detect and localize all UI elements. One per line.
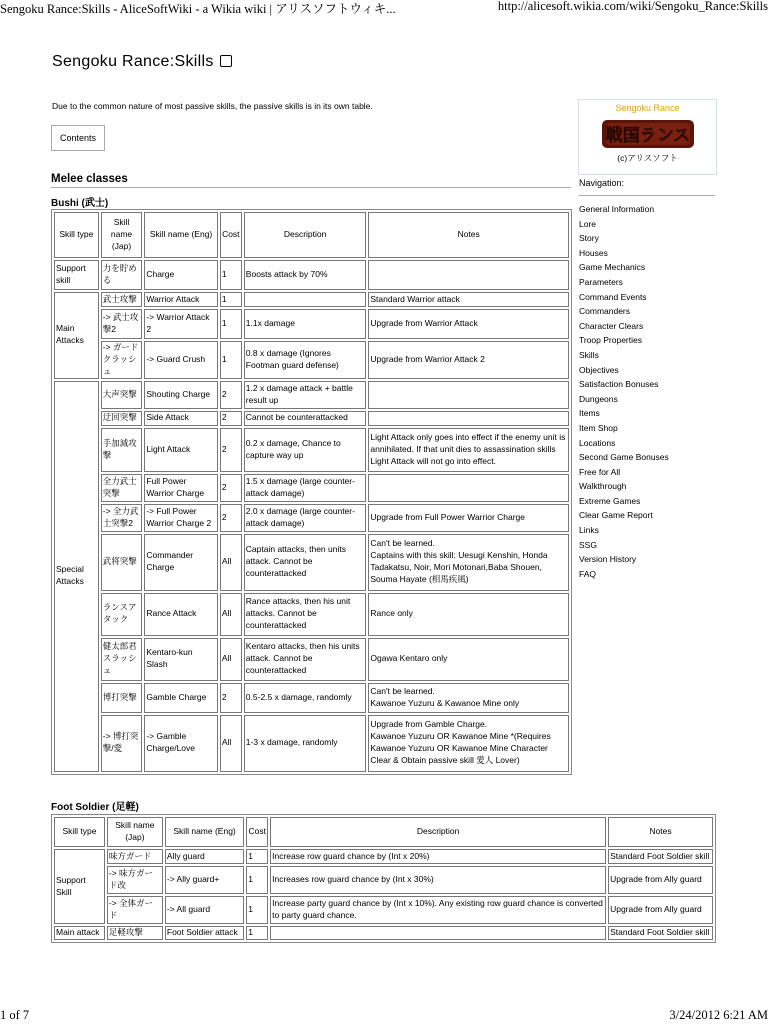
navigation-list [579,202,669,581]
navigation-divider [579,195,715,196]
cost-cell: 2 [220,683,242,713]
description-cell: Captain attacks, then units attack. Cannot be counterattacked [244,534,367,591]
nav-link-command-events[interactable]: Command Events [579,291,647,302]
page-title-text: Sengoku Rance:Skills [52,53,214,70]
notes-cell: Upgrade from Ally guard [608,896,713,924]
nav-link-dungeons[interactable]: Dungeons [579,393,618,404]
header-skill-name-eng: Skill name (Eng) [144,212,217,258]
nav-link-lore[interactable]: Lore [579,218,597,229]
nav-link-walkthrough[interactable]: Walkthrough [579,481,627,492]
header-notes: Notes [368,212,569,258]
skill-eng-cell: Commander Charge [144,534,217,591]
table-row [54,411,569,426]
description-cell: Increases row guard chance by (Int x 30%) [270,866,606,894]
skill-jap-cell: 健太郎君スラッシュ [101,638,143,681]
notes-cell: Upgrade from Ally guard [608,866,713,894]
cost-cell: 2 [220,411,242,426]
header-skill-type: Skill type [54,212,99,258]
cost-cell: All [220,593,242,636]
skill-eng-cell: -> Gamble Charge/Love [144,715,217,772]
notes-cell: Can't be learned. Captains with this skill: Uesugi Kenshin, Honda Tadakatsu, Noir, Mori Motonari,Baba Shouen, Souma Hayate (相馬疾風) [368,534,569,591]
skill-type-cell: Support Skill [54,849,105,924]
nav-link-objectives[interactable]: Objectives [579,364,619,375]
table-row [54,866,713,894]
nav-link-houses[interactable]: Houses [579,247,608,258]
notes-cell [368,260,569,290]
skill-jap-cell: -> 味方ガード改 [107,866,163,894]
skill-eng-cell: -> Warrior Attack 2 [144,309,217,339]
description-cell: 0.2 x damage, Chance to capture way up [244,428,367,472]
cost-cell: 1 [246,926,268,940]
skill-eng-cell: Full Power Warrior Charge [144,474,217,502]
description-cell: Increase party guard chance by (Int x 10%). Any existing row guard chance is converted to party guard chance. [270,896,606,924]
table-row [54,593,569,636]
cost-cell: 1 [220,260,242,290]
cost-cell: 1 [246,866,268,894]
foot-soldier-heading: Foot Soldier (足軽) [51,802,139,813]
bushi-heading: Bushi (武士) [51,198,109,209]
nav-link-second-game-bonuses[interactable]: Second Game Bonuses [579,452,669,463]
table-row [54,381,569,409]
skill-jap-cell: 大声突撃 [101,381,143,409]
nav-link-ssg[interactable]: SSG [579,539,597,550]
nav-link-troop-properties[interactable]: Troop Properties [579,335,642,346]
skill-type-cell: Main attack [54,926,105,940]
skill-eng-cell: Side Attack [144,411,217,426]
skill-jap-cell: -> 全力武士突撃2 [101,504,143,532]
navigation-label: Navigation: [579,178,625,188]
table-row [54,474,569,502]
sengoku-rance-infobox [578,99,717,175]
checkbox-icon[interactable] [220,55,232,67]
notes-cell [368,381,569,409]
skill-eng-cell: Foot Soldier attack [165,926,244,940]
skill-jap-cell: 迂回突撃 [101,411,143,426]
notes-cell: Light Attack only goes into effect if the enemy unit is annihilated. If that unit dies to assassination skills Light Attack will not go into effect. [368,428,569,472]
skill-eng-cell: Rance Attack [144,593,217,636]
print-footer-datetime: 3/24/2012 6:21 AM [669,1008,768,1022]
table-row [54,715,569,772]
skill-eng-cell: Ally guard [165,849,244,864]
notes-cell: Standard Foot Soldier skill [608,849,713,864]
cost-cell: 2 [220,381,242,409]
notes-cell: Rance only [368,593,569,636]
description-cell: 1.2 x damage attack + battle result up [244,381,367,409]
notes-cell [368,474,569,502]
skill-jap-cell: 全力武士突撃 [101,474,143,502]
table-row [54,926,713,940]
skill-jap-cell: -> 博打突撃/愛 [101,715,143,772]
table-row [54,638,569,681]
cost-cell: 1 [220,309,242,339]
skill-jap-cell: 味方ガード [107,849,163,864]
skill-eng-cell: -> Full Power Warrior Charge 2 [144,504,217,532]
cost-cell: 2 [220,428,242,472]
header-notes: Notes [608,817,713,847]
skill-eng-cell: Light Attack [144,428,217,472]
description-cell: Boosts attack by 70% [244,260,367,290]
nav-link-character-clears[interactable]: Character Clears [579,320,644,331]
skill-jap-cell: 手加減攻撃 [101,428,143,472]
cost-cell: 2 [220,504,242,532]
page-title [52,53,232,71]
description-cell: Kentaro attacks, then his units attack. Cannot be counterattacked [244,638,367,681]
table-row [54,341,569,379]
infobox-title[interactable]: Sengoku Rance [615,103,680,113]
nav-link-faq[interactable]: FAQ [579,568,597,579]
skill-type-cell: Main Attacks [54,292,99,379]
nav-link-game-mechanics[interactable]: Game Mechanics [579,262,646,273]
print-footer-page: 1 of 7 [0,1008,30,1022]
skill-jap-cell: 武将突撃 [101,534,143,591]
nav-link-free-for-all[interactable]: Free for All [579,466,621,477]
print-header-url[interactable]: http://alicesoft.wikia.com/wiki/Sengoku_Rance:Skills [497,0,768,13]
nav-link-extreme-games[interactable]: Extreme Games [579,495,641,506]
skill-jap-cell: 力を貯める [101,260,143,290]
table-row [54,309,569,339]
nav-link-skills[interactable]: Skills [579,349,599,360]
notes-cell: Standard Warrior attack [368,292,569,307]
header-description: Description [244,212,367,258]
nav-link-item-shop[interactable]: Item Shop [579,422,618,433]
cost-cell: 1 [220,292,242,307]
skill-jap-cell: -> ガードクラッシュ [101,341,143,379]
nav-link-parameters[interactable]: Parameters [579,276,623,287]
header-cost: Cost [220,212,242,258]
skill-jap-cell: 武士攻撃 [101,292,143,307]
print-header-title: Sengoku Rance:Skills - AliceSoftWiki - a Wikia wiki | アリスソフトウィキ... [0,2,396,16]
description-cell: 2.0 x damage (large counter-attack damage) [244,504,367,532]
skill-type-cell: Special Attacks [54,381,99,772]
nav-link-general-information[interactable]: General Information [579,204,655,214]
skill-eng-cell: -> Ally guard+ [165,866,244,894]
cost-cell: 2 [220,474,242,502]
notes-cell: Standard Foot Soldier skill [608,926,713,940]
description-cell: 0.8 x damage (Ignores Footman guard defense) [244,341,367,379]
bushi-skills-table [51,209,572,775]
melee-classes-heading: Melee classes [51,173,571,188]
nav-link-items[interactable]: Items [579,408,600,419]
table-header-row [54,817,713,847]
notes-cell: Upgrade from Warrior Attack [368,309,569,339]
table-row [54,849,713,864]
header-skill-name-jap: Skill name (Jap) [107,817,163,847]
description-cell [244,292,367,307]
cost-cell: All [220,638,242,681]
skill-eng-cell: -> All guard [165,896,244,924]
cost-cell: All [220,534,242,591]
table-row [54,896,713,924]
skill-jap-cell: ランスアタック [101,593,143,636]
table-row [54,534,569,591]
table-row [54,260,569,290]
skill-jap-cell: 足軽攻撃 [107,926,163,940]
intro-text: Due to the common nature of most passive skills, the passive skills is in its own table. [52,101,373,111]
cost-cell: 1 [246,896,268,924]
contents-toggle-button[interactable]: Contents [51,125,105,151]
skill-eng-cell: -> Guard Crush [144,341,217,379]
sengoku-rance-logo [600,117,696,151]
skill-eng-cell: Gamble Charge [144,683,217,713]
nav-link-satisfaction-bonuses[interactable]: Satisfaction Bonuses [579,379,659,390]
table-row [54,683,569,713]
table-row [54,504,569,532]
nav-link-version-history[interactable]: Version History [579,554,637,565]
skill-type-cell: Support skill [54,260,99,290]
skill-eng-cell: Kentaro-kun Slash [144,638,217,681]
table-header-row [54,212,569,258]
description-cell: Rance attacks, then his unit attacks. Cannot be counterattacked [244,593,367,636]
description-cell [270,926,606,940]
description-cell: 1.1x damage [244,309,367,339]
logo-text: 戦国ランス [605,126,690,146]
description-cell: 1.5 x damage (large counter-attack damage) [244,474,367,502]
cost-cell: 1 [220,341,242,379]
nav-link-story[interactable]: Story [579,233,599,244]
notes-cell: Upgrade from Full Power Warrior Charge [368,504,569,532]
table-row [54,428,569,472]
header-cost: Cost [246,817,268,847]
description-cell: Increase row guard chance by (Int x 20%) [270,849,606,864]
infobox-copyright: (c)アリスソフト [617,153,678,163]
skill-eng-cell: Warrior Attack [144,292,217,307]
header-skill-type: Skill type [54,817,105,847]
skill-eng-cell: Shouting Charge [144,381,217,409]
table-row [54,292,569,307]
cost-cell: All [220,715,242,772]
foot-soldier-skills-table [51,814,716,943]
notes-cell: Can't be learned. Kawanoe Yuzuru & Kawanoe Mine only [368,683,569,713]
notes-cell [368,411,569,426]
notes-cell: Ogawa Kentaro only [368,638,569,681]
skill-jap-cell: -> 武士攻撃2 [101,309,143,339]
header-skill-name-jap: Skill name (Jap) [101,212,143,258]
skill-jap-cell: -> 全体ガード [107,896,163,924]
notes-cell: Upgrade from Warrior Attack 2 [368,341,569,379]
nav-link-clear-game-report[interactable]: Clear Game Report [579,510,653,521]
cost-cell: 1 [246,849,268,864]
skill-jap-cell: 博打突撃 [101,683,143,713]
nav-link-commanders[interactable]: Commanders [579,306,631,317]
description-cell: Cannot be counterattacked [244,411,367,426]
nav-link-links[interactable]: Links [579,525,599,536]
header-description: Description [270,817,606,847]
header-skill-name-eng: Skill name (Eng) [165,817,244,847]
nav-link-locations[interactable]: Locations [579,437,616,448]
description-cell: 0.5-2.5 x damage, randomly [244,683,367,713]
skill-eng-cell: Charge [144,260,217,290]
notes-cell: Upgrade from Gamble Charge. Kawanoe Yuzuru OR Kawanoe Mine *(Requires Kawanoe Yuzuru OR Kawanoe Mine Character Clear & Obtain passive skill 愛人 Lover) [368,715,569,772]
description-cell: 1-3 x damage, randomly [244,715,367,772]
